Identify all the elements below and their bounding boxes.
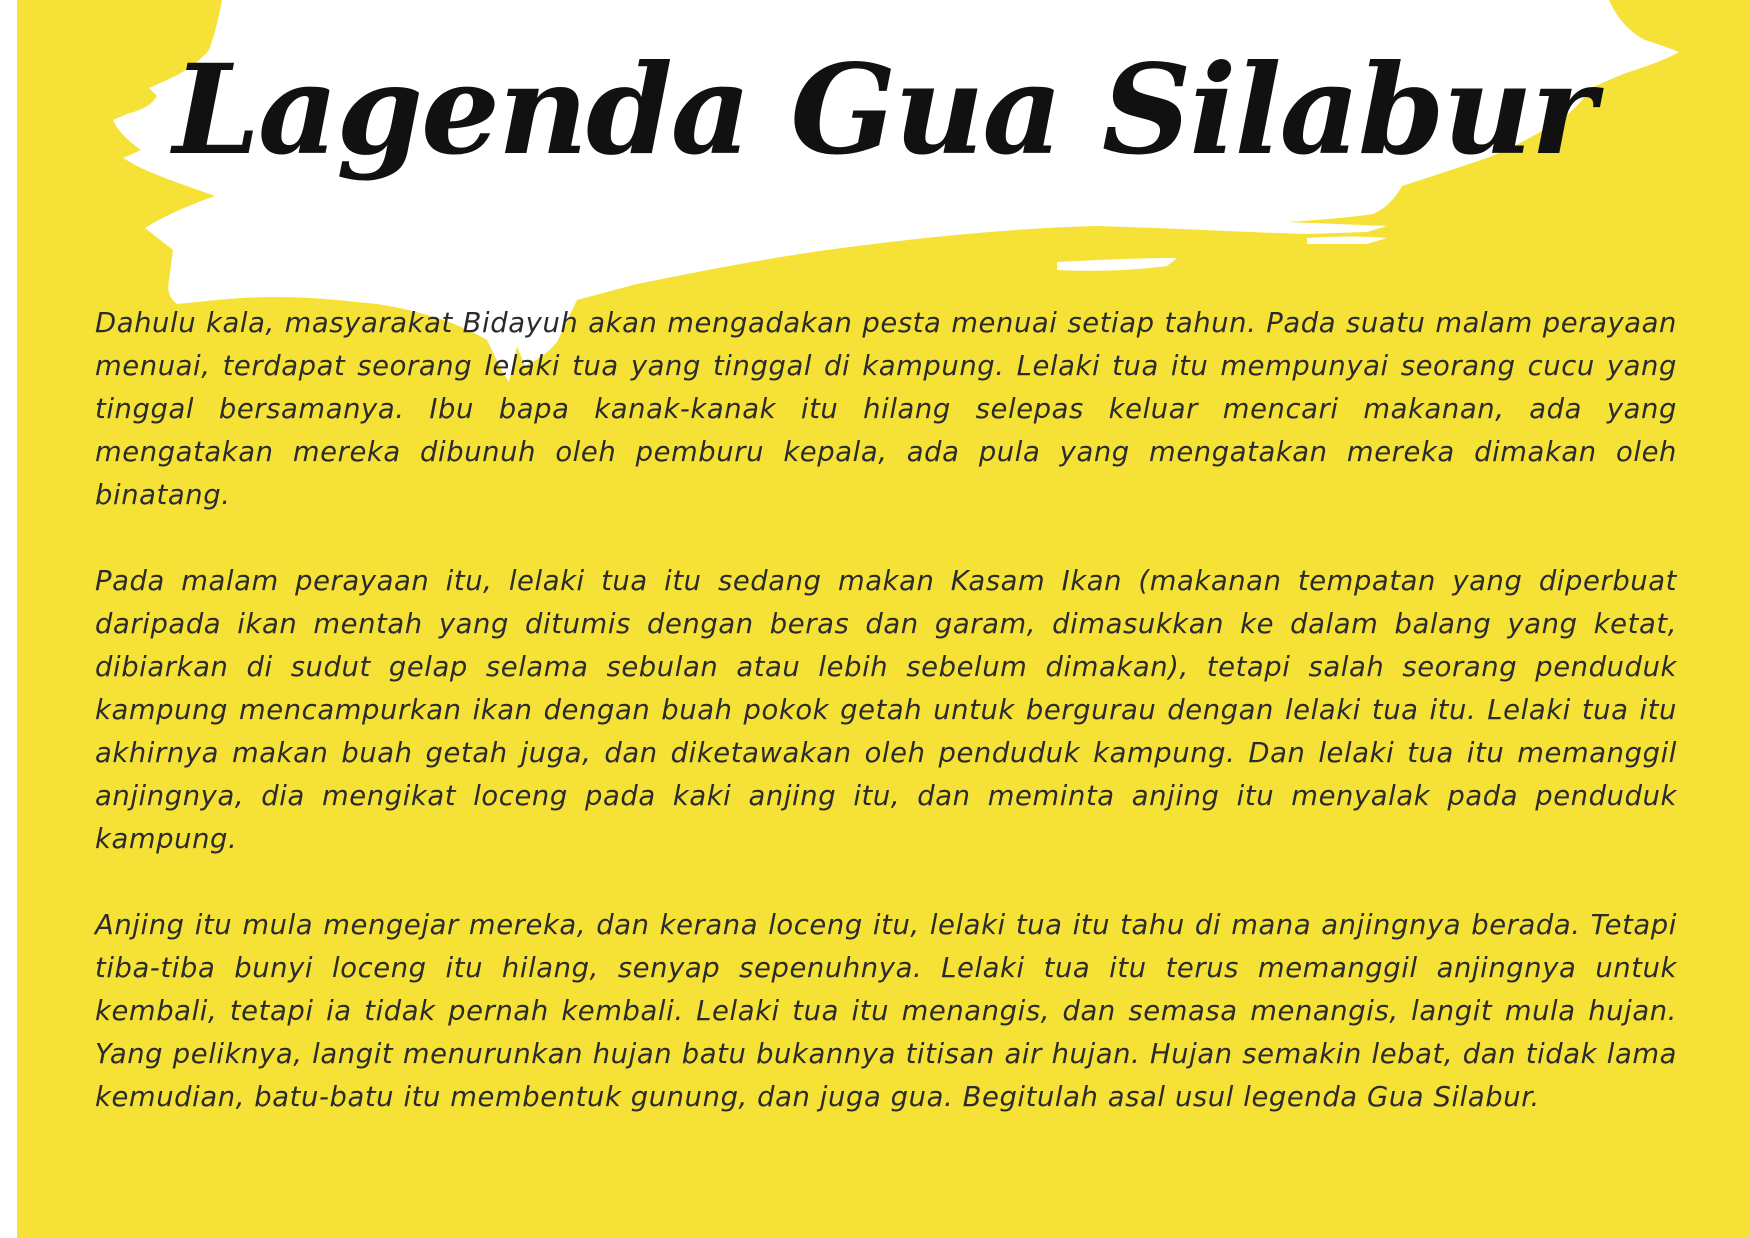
document-page [17, 0, 1750, 1238]
story-body [95, 302, 1677, 1119]
paragraph-1: Dahulu kala, masyarakat Bidayuh akan mengadakan pesta menuai setiap tahun. Pada suatu malam perayaan menuai, terdapat seorang lelaki tua yang tinggal di kampung. Lelaki tua itu mempunyai seorang cucu yang tinggal bersamanya. Ibu bapa kanak-kanak itu hilang selepas keluar mencari makanan, ada yang mengatakan mereka dibunuh oleh pemburu kepala, ada pula yang mengatakan mereka dimakan oleh binatang. [95, 308, 1677, 511]
paragraph-3: Anjing itu mula mengejar mereka, dan kerana loceng itu, lelaki tua itu tahu di mana anjingnya berada. Tetapi tiba-tiba bunyi loceng itu hilang, senyap sepenuhnya. Lelaki tua itu terus memanggil anjingnya untuk kembali, tetapi ia tidak pernah kembali. Lelaki tua itu menangis, dan semasa menangis, langit mula hujan. Yang peliknya, langit menurunkan hujan batu bukannya titisan air hujan. Hujan semakin lebat, dan tidak lama kemudian, batu-batu itu membentuk gunung, dan juga gua. Begitulah asal usul legenda Gua Silabur. [95, 910, 1677, 1113]
page-title: Lagenda Gua Silabur [172, 38, 1595, 183]
paragraph-2: Pada malam perayaan itu, lelaki tua itu sedang makan Kasam Ikan (makanan tempatan yang diperbuat daripada ikan mentah yang ditumis dengan beras dan garam, dimasukkan ke dalam balang yang ketat, dibiarkan di sudut gelap selama sebulan atau lebih sebelum dimakan), tetapi salah seorang penduduk kampung mencampurkan ikan dengan buah pokok getah untuk bergurau dengan lelaki tua itu. Lelaki tua itu akhirnya makan buah getah juga, dan diketawakan oleh penduduk kampung. Dan lelaki tua itu memanggil anjingnya, dia mengikat loceng pada kaki anjing itu, dan meminta anjing itu menyalak pada penduduk kampung. [95, 566, 1677, 855]
